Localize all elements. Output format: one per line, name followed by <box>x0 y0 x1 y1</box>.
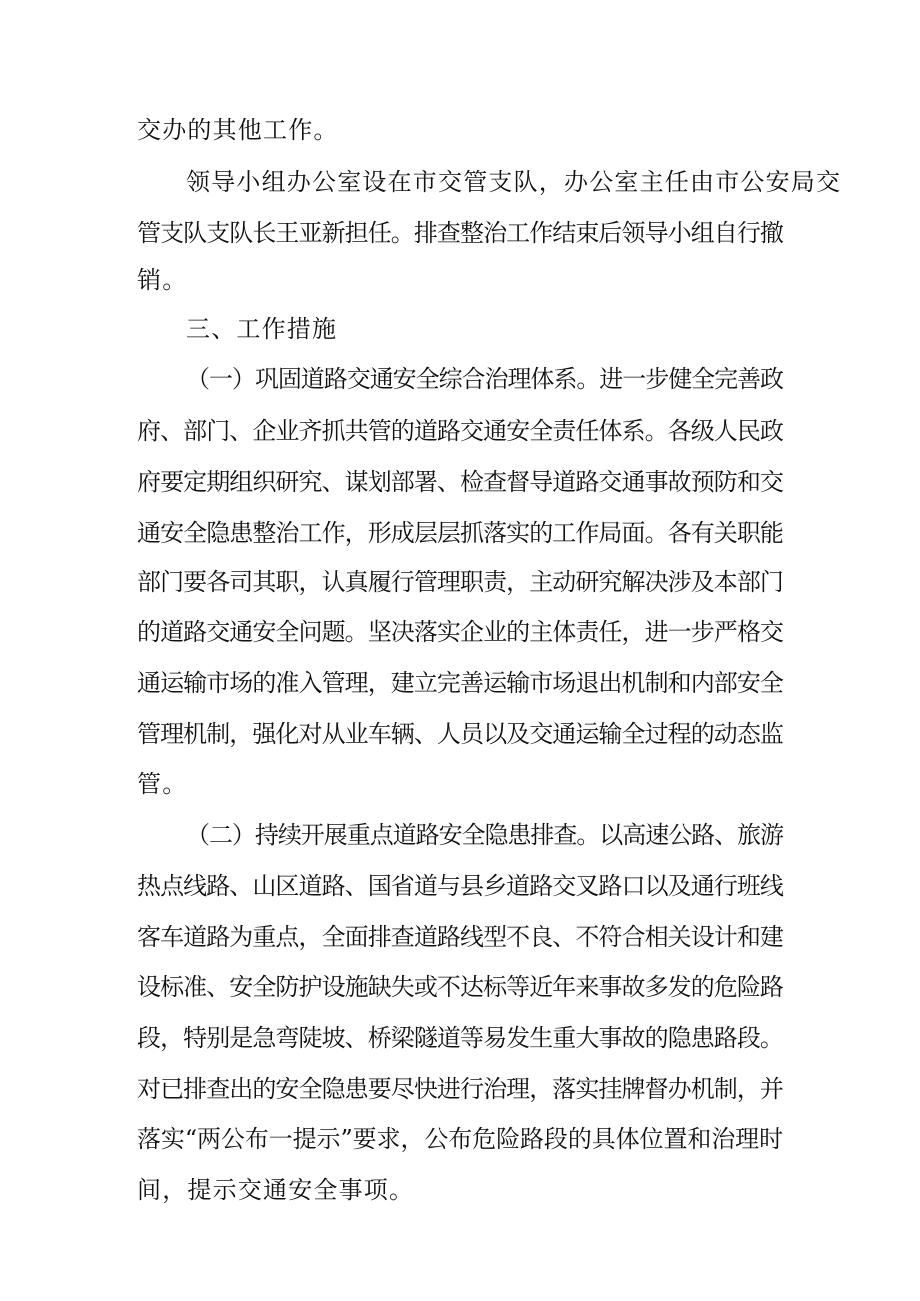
text-line: （二）持续开展重点道路安全隐患排查。以高速公路、旅游 <box>186 821 783 849</box>
text-line: 落实“两公布一提示”要求，公布危险路段的具体位置和治理时 <box>137 1125 783 1153</box>
text-line: 管理机制，强化对从业车辆、人员以及交通运输全过程的动态监 <box>137 720 783 748</box>
text-line: 通运输市场的准入管理，建立完善运输市场退出机制和内部安全 <box>137 669 783 697</box>
text-line: 对已排查出的安全隐患要尽快进行治理，落实挂牌督办机制，并 <box>137 1075 783 1103</box>
text-line: 通安全隐患整治工作，形成层层抓落实的工作局面。各有关职能 <box>137 519 783 547</box>
text-line: 府、部门、企业齐抓共管的道路交通安全责任体系。各级人民政 <box>137 417 783 445</box>
text-line: 府要定期组织研究、谋划部署、检查督导道路交通事故预防和交 <box>137 468 783 496</box>
section-heading: 三、工作措施 <box>186 315 338 343</box>
text-line: 设标准、安全防护设施缺失或不达标等近年来事故多发的危险路 <box>137 973 783 1001</box>
text-line: 领导小组办公室设在市交管支队，办公室主任由市公安局交 <box>186 168 842 196</box>
text-line: 客车道路为重点，全面排查道路线型不良、不符合相关设计和建 <box>137 923 783 951</box>
text-line: 热点线路、山区道路、国省道与县乡道路交叉路口以及通行班线 <box>137 872 783 900</box>
text-line: 管。 <box>137 770 188 798</box>
text-line: 的道路交通安全问题。坚决落实企业的主体责任，进一步严格交 <box>137 618 783 646</box>
text-line: 部门要各司其职，认真履行管理职责，主动研究解决涉及本部门 <box>137 568 783 596</box>
text-line: 段，特别是急弯陡坡、桥梁隧道等易发生重大事故的隐患路段。 <box>137 1024 783 1052</box>
text-line: 交办的其他工作。 <box>137 116 339 144</box>
text-line: 间，提示交通安全事项。 <box>137 1176 415 1204</box>
text-line: （一）巩固道路交通安全综合治理体系。进一步健全完善政 <box>186 365 783 393</box>
text-line: 管支队支队长王亚新担任。排查整治工作结束后领导小组自行撤 <box>137 219 783 247</box>
text-line: 销。 <box>137 266 188 294</box>
